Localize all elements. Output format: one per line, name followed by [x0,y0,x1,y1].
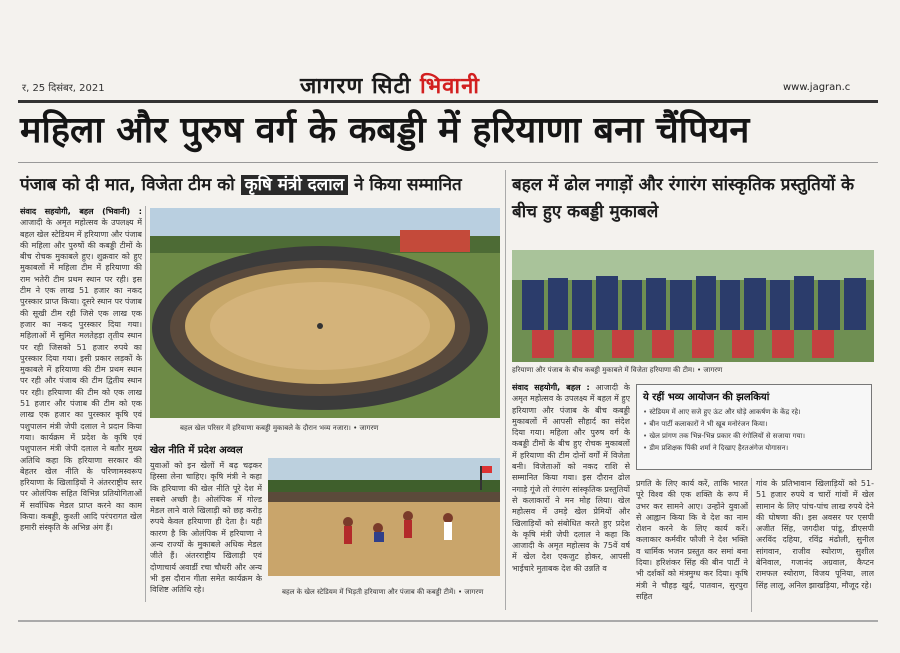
subheadline-right: बहल में ढोल नगाड़ों और रंगारंग सांस्कृतिक प्रस्तुतियों के बीच हुए कबड्डी मुकाबले [512,175,855,222]
highlights-box [636,384,872,470]
sidebar-heading: खेल नीति में प्रदेश अव्वल [150,445,243,456]
page-bottom-rule [18,620,878,622]
masthead-rule [18,100,878,103]
team-photo-caption: हरियाणा और पंजाब के बीच कबड्डी मुकाबले में विजेता हरियाणा की टीम। • जागरण [512,366,723,374]
subheadline-highlight: कृषि मंत्री दलाल [241,175,349,195]
article-column-2 [512,382,630,612]
match-photo-caption: बहल के खेल स्टेडियम में भिड़ती हरियाणा और पंजाब की कबड्डी टीमें। • जागरण [282,588,484,596]
masthead-district: भिवानी [420,74,481,99]
highlight-item: • डीम प्रशिक्षक पिंकी शर्मा ने दिखाए हैरतअंगेज योगासन। [643,442,865,454]
team-illustration [512,250,874,362]
stadium-illustration [150,208,500,418]
article-text: आजादी के अमृत महोत्सव के उपलक्ष्य में बहल खेल स्टेडियम में हरियाणा और पंजाब की महिला और पुरुषों की कबड्डी टीमों के बीच रोचक मुकाबले हुए। शुक्रवार को हुए मुकाबलों में महिला टीम में हरियाणा की राम भतेरी टीम प्रथम स्थान पर रही। इस टीम ने एक लाख 51 हजार का नकद पुरस्कार प्राप्त किया। दूसरे स्थान पर पंजाब की सूखी टीम रही जिसे एक लाख एक हजार का नकद पुरस्कार दिया गया। महिलाओं में सुमित मलतेहड़ा तृतीय स्थान पर रही जिसको 51 हजार रुपये का पुरस्कार दिया गया। इसी प्रकार लड़कों के मुकाबले में हरियाणा की टीम प्रथम स्थान पर रही और पंजाब की टीम द्वितीय स्थान पर रही। हरियाणा की टीम को एक लाख 51 हजार और पंजाब की टीम को एक लाख एक हजार का पुरस्कार कृषि एवं पशुपालन मंत्री जेपी दलाल ने प्रदान किया गया। कार्यक्रम में प्रदेश के कृषि एवं पशुपालन मंत्री जेपी दलाल ने बतौर मुख्य अतिथि कहा कि हरियाणा सरकार की बेहतर खेल नीति के परिणामस्वरूप हरियाणा के खिलाड़ियों ने अंतरराष्ट्रीय स्तर पर ओलंपिक सहित विभिन्न प्रतियोगिताओं में सर्वाधिक मेडल प्राप्त करने का काम किया। कबड्डी, कुश्ती आदि परंपरागत खेल हमारी संस्कृति के अभिन्न अंग हैं। [20,218,142,533]
headline-rule [18,162,878,163]
subheadline-left-part2: ने किया सम्मानित [354,175,462,195]
highlight-item: • खेल प्रांगण तक भिन्न-भिन्न प्रकार की रंगोलियों से सजाया गया। [643,430,865,442]
column-divider [751,478,752,612]
match-photo [268,458,500,576]
masthead-title [300,70,480,100]
column-divider [145,206,146,602]
highlight-item: • स्टेडियम में आए सजे हुए ऊंट और घोड़े आकर्षण के केंद्र रहे। [643,406,865,418]
section-divider [505,170,506,610]
byline-2: संवाद सहयोगी, बहल : [512,383,590,392]
match-illustration [268,458,500,576]
article-column-1 [20,206,142,602]
article-column-4 [756,478,874,612]
article-column-3 [636,478,748,612]
website-url: www.jagran.c [783,82,851,93]
article-text-4: गांव के प्रतिभावान खिलाड़ियों को 51-51 हजार रुपये व चारों गांवों में खेल सामान के लिए पांच-पांच लाख रुपये देने की घोषणा की। इस अवसर पर एसपी अजीत सिंह, जगदीश पांडू, डीएसपी अरविंद दहिया, रविंद्र मंढोली, सुनील सांगवान, राजीव स्योराण, सुशील बेनिवाल, गजानंद अग्रवाल, कैप्टन रामफल स्योराण, विजय पूनिया, लाल सिंह लालू, अनिल झाखड़िया, मौजूद रहे। [756,479,874,590]
main-headline: महिला और पुरुष वर्ग के कबड्डी में हरियाणा बना चैंपियन [20,110,750,151]
highlights-title: ये रहीं भव्य आयोजन की झलकियां [643,392,770,403]
subheadline-left-part1: पंजाब को दी मात, विजेता टीम को [20,175,235,195]
highlight-item: • बीन पार्टी कलाकारों ने भी खूब मनोरंजन किया। [643,418,865,430]
byline: संवाद सहयोगी, बहल (भिवानी) : [20,207,142,216]
stadium-photo [150,208,500,418]
masthead-city: जागरण सिटी [300,74,412,99]
sidebar-text: युवाओं को इन खेलों में बढ़ चढ़कर हिस्सा लेना चाहिए। कृषि मंत्री ने कहा कि हरियाणा की खेल नीति पूरे देश में सबसे अच्छी है। ओलंपिक में गोल्ड मेडल लाने वाले खिलाड़ी को छह करोड़ रुपये केवल हरियाणा ही देता है। यही कारण है कि ओलंपिक में हरियाणा ने अन्य राज्यों के मुकाबले अधिक मेडल जीते हैं। अंतरराष्ट्रीय खिलाड़ी एवं दोणाचार्य अवार्डी रचा चौधरी और अन्य भी इस दौरान गीता समेत कार्यक्रम के विशिष्ट अतिथि रहे। [150,461,262,595]
subheadline-left [20,172,498,195]
article-text-3: प्रगति के लिए कार्य करें, ताकि भारत पूरे विश्व की एक शक्ति के रूप में उभर कर सामने आए। उन्होंने युवाओं से आह्वान किया कि वे देश का नाम रोशन करने के लिए कार्य करें। कलाकार कर्मवीर फौजी ने देश भक्ति व धार्मिक भजन प्रस्तुत कर समां बना दिया। हरिशंकर सिंह की बीन पार्टी ने भी दर्शकों को मंत्रमुग्ध कर दिया। कृषि मंत्री ने चौहड़ खुर्द, पातवान, सुरपुरा सहित [636,479,748,601]
article-text-2: आजादी के अमृत महोत्सव के उपलक्ष्य में बहल में हुए हरियाणा और पंजाब के बीच कबड्डी मुकाबलों में आपसी सौहार्द का संदेश दिया गया। महिला और पुरुष वर्ग के कबड्डी टीमों के बीच हुए रोचक मुकाबलों में हरियाणा की टीम दोनों वर्गों में विजेता बनी। विजेताओं को नकद राशि से सम्मानित किया गया। इस दौरान ढोल नगाड़े गूंजे तो रंगारंग सांस्कृतिक प्रस्तुतियों से कलाकारों ने मन मोह लिया। खेल महोत्सव में उमड़े खेल प्रेमियों और खिलाड़ियों को संबोधित करते हुए प्रदेश के कृषि मंत्री जेपी दलाल ने कहा कि आजादी के अमृत महोत्सव के 75वें वर्ष में खेल देश एकजुट होकर, आपसी भाईचारे मुताबक देश की उन्नति व [512,383,630,573]
stadium-photo-caption: बहल खेल परिसर में हरियाणा कबड्डी मुकाबले के दौरान भव्य नजारा। • जागरण [180,424,379,432]
team-photo [512,250,874,362]
issue-date: र, 25 दिसंबर, 2021 [22,83,105,94]
